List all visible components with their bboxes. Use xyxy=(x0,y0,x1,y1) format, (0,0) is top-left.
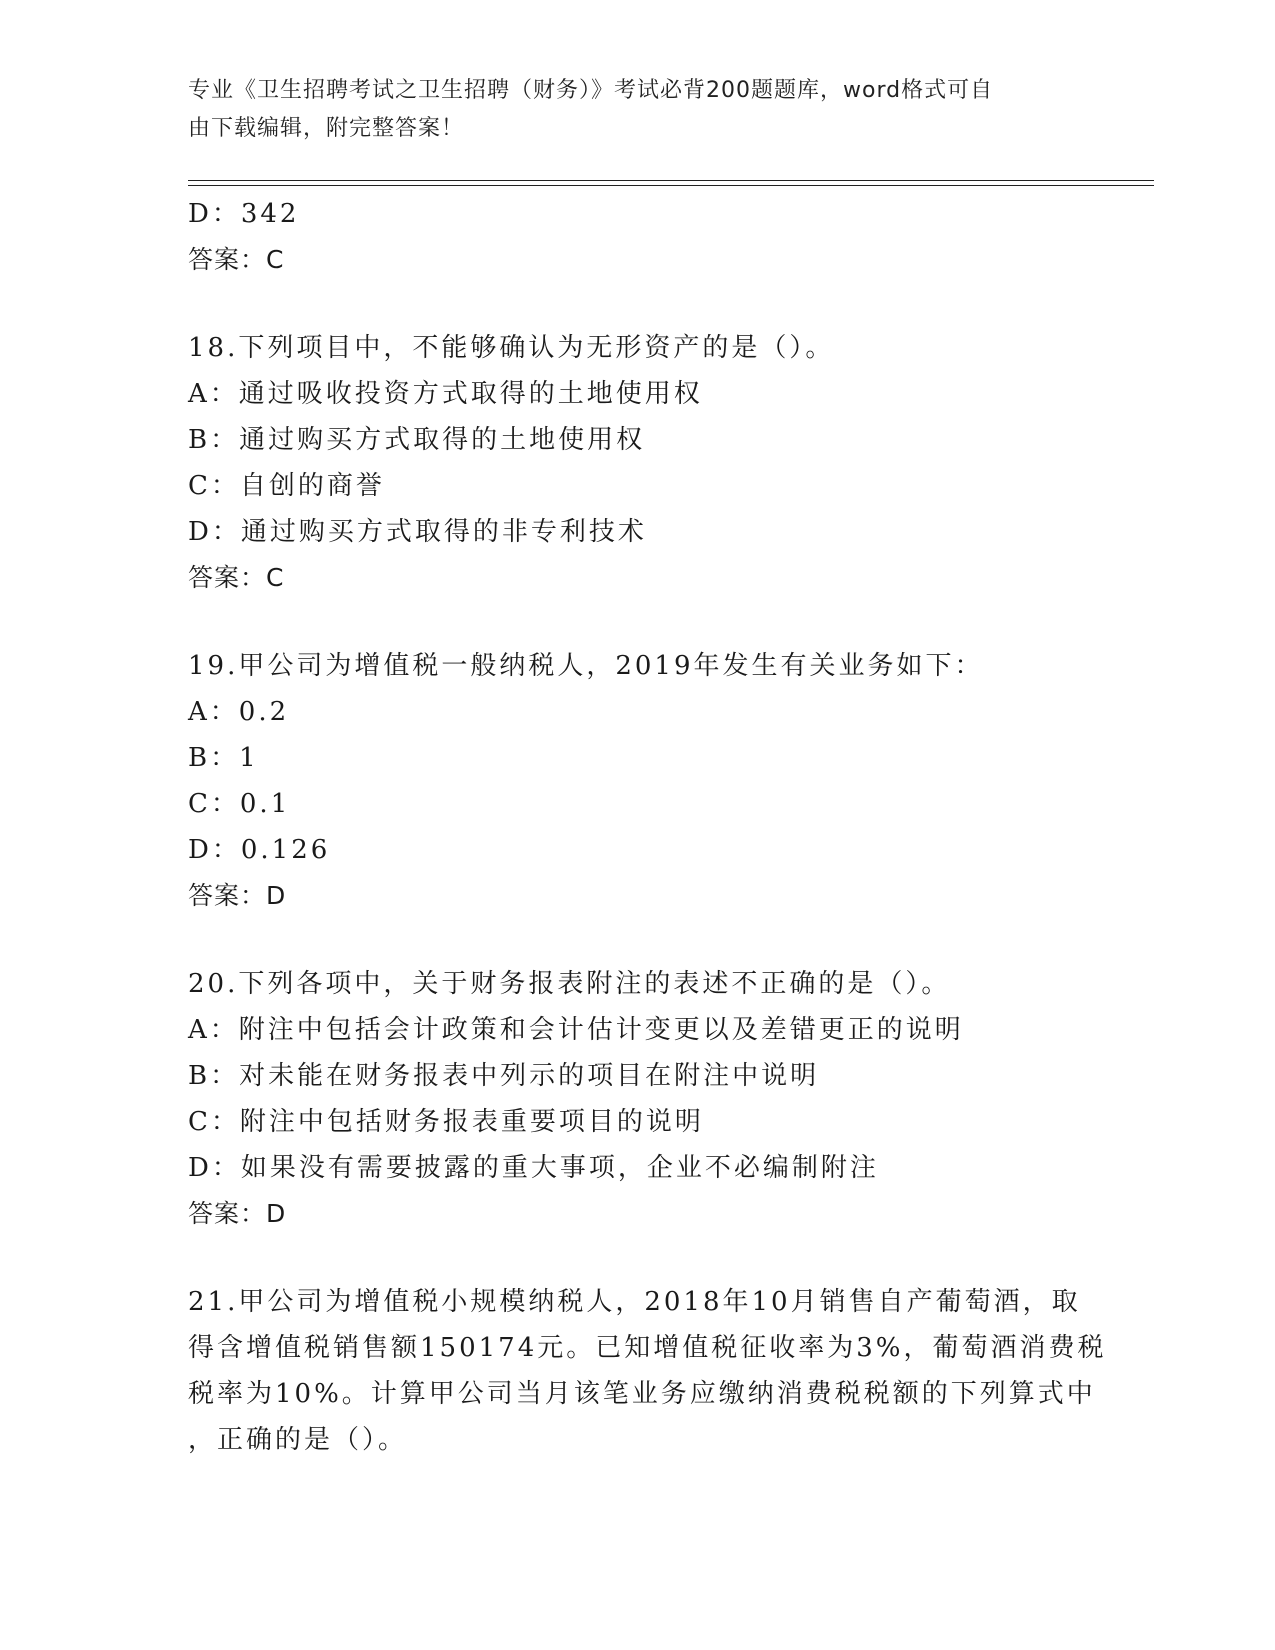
option-b: B：通过购买方式取得的土地使用权 xyxy=(188,425,646,455)
spacer xyxy=(188,919,1088,961)
option-b: B：1 xyxy=(188,743,259,773)
question-18 xyxy=(188,325,1088,601)
option-a: A：通过吸收投资方式取得的土地使用权 xyxy=(188,379,703,409)
option-d: D：如果没有需要披露的重大事项，企业不必编制附注 xyxy=(188,1153,879,1183)
option-a: A：附注中包括会计政策和会计估计变更以及差错更正的说明 xyxy=(188,1015,964,1045)
answer: 答案：D xyxy=(188,1199,287,1228)
question-21 xyxy=(188,1279,1107,1463)
question-stem: 19.甲公司为增值税一般纳税人，2019年发生有关业务如下： xyxy=(188,651,984,681)
question-stem-line-2: 得含增值税销售额150174元。已知增值税征收率为3%，葡萄酒消费税 xyxy=(188,1333,1107,1363)
option-d: D：通过购买方式取得的非专利技术 xyxy=(188,517,647,547)
carryover-option-d: D：342 xyxy=(188,199,300,229)
question-stem-line-3: 税率为10%。计算甲公司当月该笔业务应缴纳消费税税额的下列算式中 xyxy=(188,1379,1096,1409)
header-rule-top xyxy=(188,180,1154,181)
question-20 xyxy=(188,961,1088,1237)
option-b: B：对未能在财务报表中列示的项目在附注中说明 xyxy=(188,1061,820,1091)
header-line-2: 由下载编辑，附完整答案！ xyxy=(188,116,465,141)
header-line-1: 专业《卫生招聘考试之卫生招聘（财务）》考试必背200题题库，word格式可自 xyxy=(188,78,994,103)
option-c: C：自创的商誉 xyxy=(188,471,385,501)
option-a: A：0.2 xyxy=(188,697,290,727)
answer: 答案：D xyxy=(188,881,287,910)
document-header xyxy=(188,72,1068,148)
carryover-answer: 答案：C xyxy=(188,245,285,274)
option-c: C：附注中包括财务报表重要项目的说明 xyxy=(188,1107,704,1137)
header-rule-bottom xyxy=(188,185,1154,186)
question-stem: 18.下列项目中，不能够确认为无形资产的是（）。 xyxy=(188,333,835,363)
question-content xyxy=(188,191,1107,1463)
question-stem-line-1: 21.甲公司为增值税小规模纳税人，2018年10月销售自产葡萄酒，取 xyxy=(188,1287,1081,1317)
spacer xyxy=(188,1237,1088,1279)
answer: 答案：C xyxy=(188,563,285,592)
spacer xyxy=(188,601,1088,643)
question-stem: 20.下列各项中，关于财务报表附注的表述不正确的是（）。 xyxy=(188,969,951,999)
question-19 xyxy=(188,643,1088,919)
option-d: D：0.126 xyxy=(188,835,331,865)
option-c: C：0.1 xyxy=(188,789,291,819)
spacer xyxy=(188,283,1088,325)
question-stem-line-4: ，正确的是（）。 xyxy=(188,1425,408,1455)
